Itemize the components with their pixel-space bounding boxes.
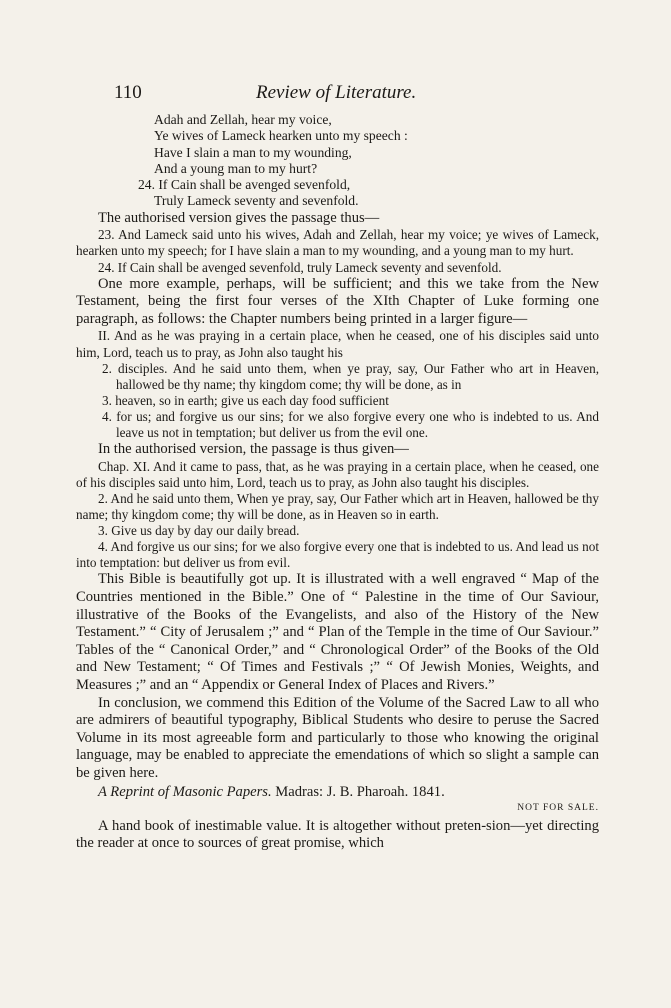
review-paragraph: A hand book of inestimable value. It is altogether without preten-sion—yet directing the reader at once to sources of great promise, which bbox=[76, 817, 599, 852]
verse-paragraph: 24. If Cain shall be avenged sevenfold, truly Lameck seventy and sevenfold. bbox=[98, 259, 502, 275]
intro-block-2 bbox=[76, 441, 599, 459]
page-header bbox=[76, 82, 599, 108]
authorised-intro: In the authorised version, the passage is thus given— bbox=[98, 441, 409, 458]
luke-verse: 4. for us; and forgive us our sins; for we also forgive every one who is indebted to us. And leave us not in temptation; but deliver us from the evil one. bbox=[102, 408, 599, 440]
hebrew-translation-verse bbox=[76, 112, 599, 210]
authorised-verses-genesis bbox=[76, 227, 599, 275]
luke-verse: 3. heaven, so in earth; give us each day food sufficient bbox=[102, 392, 389, 408]
verse-line: Truly Lameck seventy and sevenfold. bbox=[154, 193, 359, 209]
verse-line: Adah and Zellah, hear my voice, bbox=[154, 112, 332, 127]
verse-paragraph: 3. Give us day by day our daily bread. bbox=[98, 523, 300, 539]
luke-verse: 2. disciples. And he said unto them, when ye pray, say, Our Father who art in Heaven, hallowed be thy name; thy kingdom come; thy will be done, as in bbox=[102, 360, 599, 392]
authorised-intro: The authorised version gives the passage thus— bbox=[98, 209, 380, 226]
verse-line: 24. If Cain shall be avenged sevenfold, bbox=[138, 177, 351, 193]
page-number: 110 bbox=[114, 82, 142, 103]
intro-block-1 bbox=[76, 210, 599, 228]
review-title: A Reprint of Masonic Papers. bbox=[98, 784, 272, 801]
verse-paragraph: Chap. XI. And it came to pass, that, as he was praying in a certain place, when he ceased, one of his disciples said unto him, Lord, teach us to pray, as John also taught his disciples. bbox=[76, 458, 599, 490]
verse-line: Have I slain a man to my wounding, bbox=[154, 144, 352, 160]
bible-paragraph: This Bible is beautifully got up. It is illustrated with a well engraved “ Map of the Countries mentioned in the Bible.” One of “ Palestine in the time of Our Saviour, illustrative of the Books of the Evangelists, and also of the History of the New Testament.” “ City of Jerusalem ;” and “ Plan of the Temple in the time of Our Saviour.” Tables of the “ Canonical Order,” and “ Chronological Order” of the Books of the Old and New Testament; “ Of Times and Festivals ;” “ Of Jewish Monies, Weights, and Measures ;” and an “ Appendix or General Index of Places and Rivers.” bbox=[76, 571, 599, 693]
luke-verse: II. And as he was praying in a certain place, when he ceased, one of his disciples said unto him, Lord, teach us to pray, as John also taught his bbox=[76, 328, 599, 360]
example-paragraph: One more example, perhaps, will be sufficient; and this we take from the New Testament, being the first four verses of the XIth Chapter of Luke forming one paragraph, as follows: the Chapter numbers being printed in a larger figure— bbox=[76, 275, 599, 327]
authorised-verses-luke bbox=[76, 459, 599, 572]
verse-paragraph: 4. And forgive us our sins; for we also forgive every one that is indebted to us. And lead us not into temptation: but deliver us from evil. bbox=[76, 539, 599, 571]
bible-review-block bbox=[76, 571, 599, 782]
review-imprint: Madras: J. B. Pharoah. 1841. bbox=[275, 784, 445, 801]
example-block bbox=[76, 276, 599, 329]
verse-paragraph: 2. And he said unto them, When ye pray, say, Our Father which art in Heaven, hallowed be thy name; thy kingdom come; thy will be done, as in Heaven so in earth. bbox=[76, 490, 599, 522]
verse-paragraph: 23. And Lameck said unto his wives, Adah and Zellah, hear my voice; ye wives of Lameck, hearken unto my speech; for I have slain a man to my wounding, and a young man to my hurt. bbox=[76, 227, 599, 259]
running-title: Review of Literature. bbox=[256, 82, 417, 103]
verse-line: And a young man to my hurt? bbox=[154, 160, 318, 176]
conclusion-paragraph: In conclusion, we commend this Edition of the Volume of the Sacred Law to all who are admirers of beautiful typography, Biblical Students who desire to peruse the Sacred Volume in its most agreeable form and particularly to those who knowing the original language, may be enabled to appreciate the emendations of which so slight a sample can be given here. bbox=[76, 694, 599, 781]
verse-line: Ye wives of Lameck hearken unto my speech : bbox=[154, 128, 408, 144]
luke-paragraph-block bbox=[76, 328, 599, 441]
not-for-sale-note: NOT FOR SALE. bbox=[517, 803, 599, 814]
masonic-review-block bbox=[76, 784, 599, 852]
